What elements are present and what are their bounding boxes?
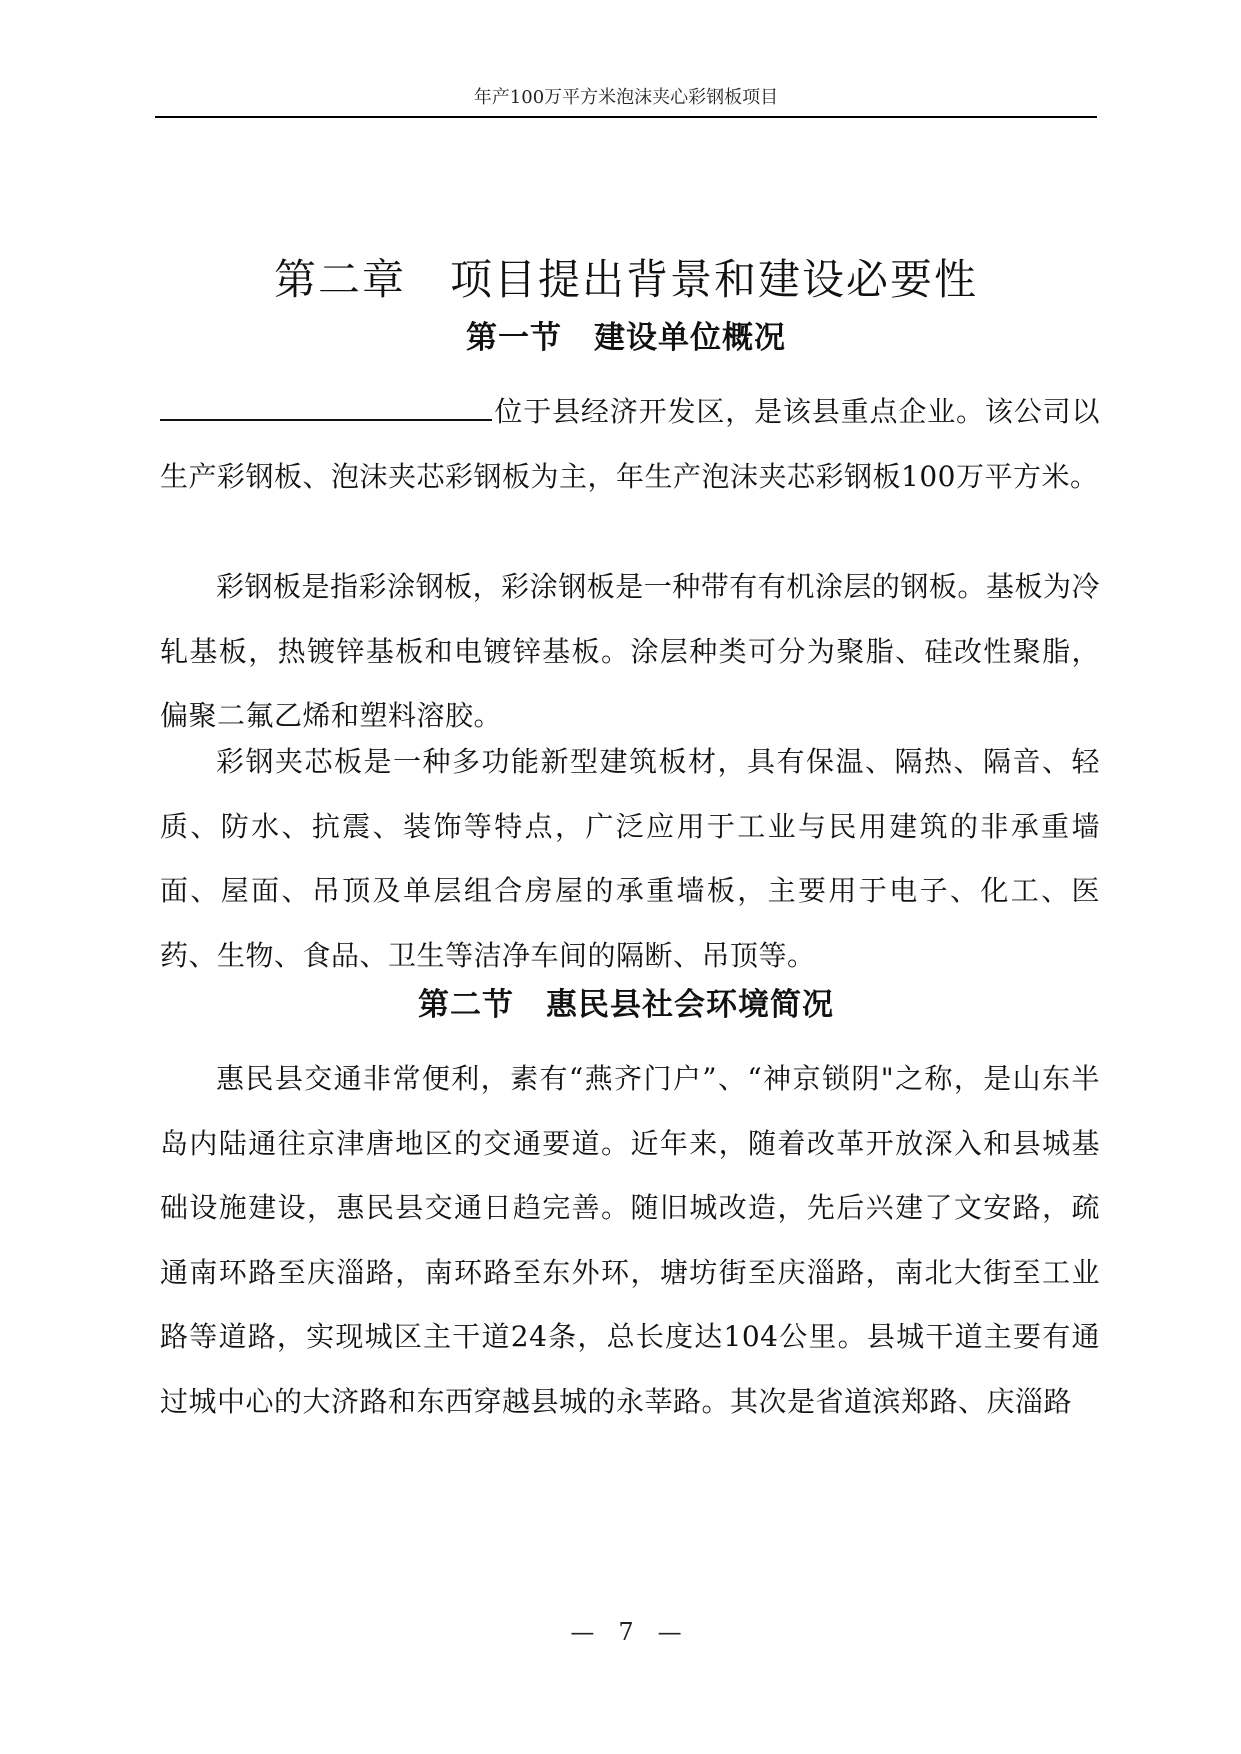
header-rule	[155, 116, 1097, 118]
paragraph-company-overview	[160, 380, 1100, 509]
paragraph-sandwich-panel: 彩钢夹芯板是一种多功能新型建筑板材，具有保温、隔热、隔音、轻质、防水、抗震、装饰等特点，广泛应用于工业与民用建筑的非承重墙面、屋面、吊顶及单层组合房屋的承重墙板，主要用于电子、化工、医药、生物、食品、卫生等洁净车间的隔断、吊顶等。	[160, 745, 1100, 972]
paragraph-color-steel-definition: 彩钢板是指彩涂钢板，彩涂钢板是一种带有有机涂层的钢板。基板为冷轧基板，热镀锌基板和电镀锌基板。涂层种类可分为聚脂、硅改性聚脂，偏聚二氟乙烯和塑料溶胶。	[160, 570, 1100, 732]
paragraph-company-overview-text: 位于县经济开发区，是该县重点企业。该公司以生产彩钢板、泡沫夹芯彩钢板为主，年生产泡沫夹芯彩钢板100万平方米。	[160, 395, 1100, 493]
company-name-blank	[160, 393, 492, 421]
section-title-2: 第二节 惠民县社会环境简况	[418, 987, 834, 1023]
running-header-title: 年产100万平方米泡沫夹心彩钢板项目	[473, 87, 779, 108]
chapter-title: 第二章 项目提出背景和建设必要性	[273, 255, 978, 304]
section-title-1: 第一节 建设单位概况	[466, 320, 786, 356]
page-number: — 7 —	[570, 1618, 682, 1646]
paragraph-transport: 惠民县交通非常便利，素有“燕齐门户”、“神京锁阴"之称，是山东半岛内陆通往京津唐地区的交通要道。近年来，随着改革开放深入和县城基础设施建设，惠民县交通日趋完善。随旧城改造，先后兴建了文安路，疏通南环路至庆淄路，南环路至东外环，塘坊街至庆淄路，南北大街至工业路等道路，实现城区主干道24条，总长度达104公里。县城干道主要有通过城中心的大济路和东西穿越县城的永莘路。其次是省道滨郑路、庆淄路	[160, 1062, 1100, 1418]
